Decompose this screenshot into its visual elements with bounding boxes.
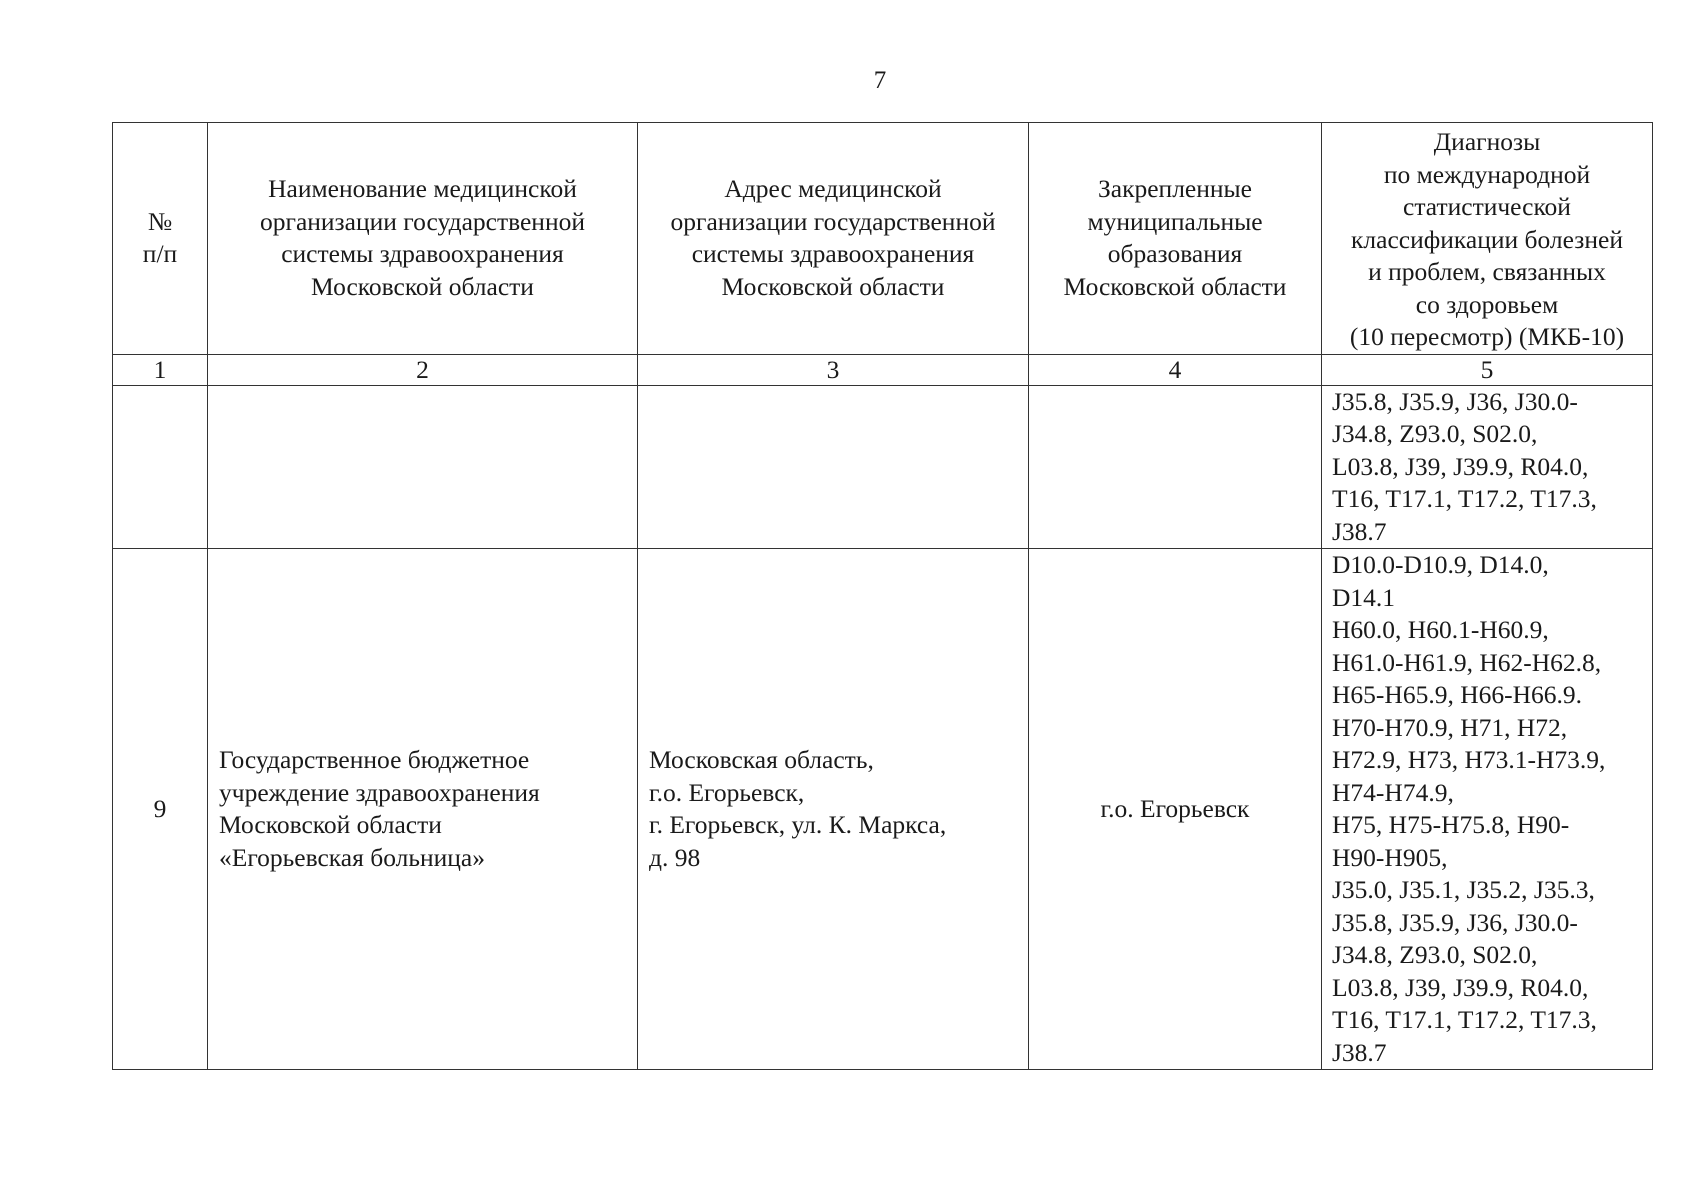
code-line: H72.9, H73, H73.1-H73.9,: [1332, 745, 1606, 774]
header-line: системы здравоохранения: [691, 239, 975, 269]
header-line: организации государственной: [670, 206, 996, 236]
code-line: T16, T17.1, T17.2, T17.3,: [1332, 1005, 1597, 1034]
column-number: 2: [208, 354, 638, 385]
header-line: Диагнозы: [1433, 127, 1541, 156]
code-line: H74-H74.9,: [1332, 777, 1454, 807]
code-line: D14.1: [1332, 582, 1396, 612]
header-number: [113, 123, 208, 355]
header-line: по международной: [1383, 159, 1591, 189]
address-line: г. Егорьевск, ул. К. Маркса,: [649, 810, 947, 839]
header-line: Московской области: [721, 271, 945, 301]
code-line: H70-H70.9, H71, H72,: [1332, 712, 1568, 742]
page-number: 7: [873, 67, 887, 94]
code-line: J35.0, J35.1, J35.2, J35.3,: [1332, 875, 1595, 904]
column-number: 1: [113, 354, 208, 385]
code-line: J35.8, J35.9, J36, J30.0-: [1332, 907, 1578, 937]
code-line: H90-H905,: [1332, 842, 1448, 872]
municipality-cell: [1029, 385, 1322, 549]
code-line: H65-H65.9, H66-H66.9.: [1332, 680, 1583, 709]
address-line: д. 98: [649, 842, 701, 872]
header-line: №: [147, 206, 173, 236]
code-line: L03.8, J39, J39.9, R04.0,: [1332, 972, 1589, 1002]
code-line: T16, T17.1, T17.2, T17.3,: [1332, 484, 1597, 513]
header-line: организации государственной: [259, 206, 585, 236]
code-line: D10.0-D10.9, D14.0,: [1332, 550, 1549, 579]
header-address: [638, 123, 1029, 355]
medical-organizations-table: [112, 122, 1653, 1070]
header-line: образования: [1107, 239, 1243, 269]
address-cell: [638, 385, 1029, 549]
header-organization: [208, 123, 638, 355]
address-cell: [638, 549, 1029, 1070]
table-row: [113, 385, 1653, 549]
header-line: Московской области: [1063, 271, 1287, 301]
header-line: (10 пересмотр) (МКБ-10): [1349, 322, 1625, 351]
header-line: Закрепленные: [1098, 174, 1252, 204]
row-number-cell: 9: [113, 549, 208, 1070]
header-line: Московской области: [311, 271, 534, 301]
column-number: 4: [1029, 354, 1322, 385]
organization-line: «Егорьевская больница»: [219, 842, 485, 872]
code-line: H61.0-H61.9, H62-H62.8,: [1332, 647, 1602, 677]
code-line: J38.7: [1332, 1037, 1387, 1067]
row-number-cell: [113, 385, 208, 549]
column-number-row: [113, 354, 1653, 385]
header-line: Наименование медицинской: [268, 174, 577, 204]
code-line: J34.8, Z93.0, S02.0,: [1332, 940, 1538, 969]
header-line: со здоровьем: [1415, 289, 1559, 319]
address-line: Московская область,: [649, 745, 874, 774]
address-line: г.о. Егорьевск,: [649, 777, 805, 807]
organization-line: Московской области: [219, 810, 442, 839]
organization-cell: [208, 549, 638, 1070]
code-line: H75, H75-H75.8, H90-: [1332, 810, 1570, 839]
organization-cell: [208, 385, 638, 549]
code-line: J38.7: [1332, 516, 1387, 546]
code-line: J35.8, J35.9, J36, J30.0-: [1332, 386, 1578, 416]
column-number: 3: [638, 354, 1029, 385]
header-line: и проблем, связанных: [1368, 257, 1606, 286]
header-line: системы здравоохранения: [281, 239, 564, 269]
column-number: 5: [1322, 354, 1653, 385]
header-diagnoses: [1322, 123, 1653, 355]
code-line: H60.0, H60.1-H60.9,: [1332, 615, 1549, 644]
header-line: статистической: [1403, 192, 1571, 221]
municipality-cell: г.о. Егорьевск: [1029, 549, 1322, 1070]
code-line: L03.8, J39, J39.9, R04.0,: [1332, 451, 1589, 481]
organization-line: учреждение здравоохранения: [219, 777, 540, 807]
organization-line: Государственное бюджетное: [219, 745, 530, 774]
header-line: классификации болезней: [1351, 224, 1623, 254]
table-row: [113, 549, 1653, 1070]
header-municipality: [1029, 123, 1322, 355]
header-line: муниципальные: [1087, 206, 1263, 236]
diagnosis-codes-cell: [1322, 549, 1653, 1070]
table-header-row: [113, 123, 1653, 355]
diagnosis-codes-cell: [1322, 385, 1653, 549]
code-line: J34.8, Z93.0, S02.0,: [1332, 419, 1538, 448]
header-line: п/п: [142, 239, 178, 269]
header-line: Адрес медицинской: [724, 174, 942, 204]
